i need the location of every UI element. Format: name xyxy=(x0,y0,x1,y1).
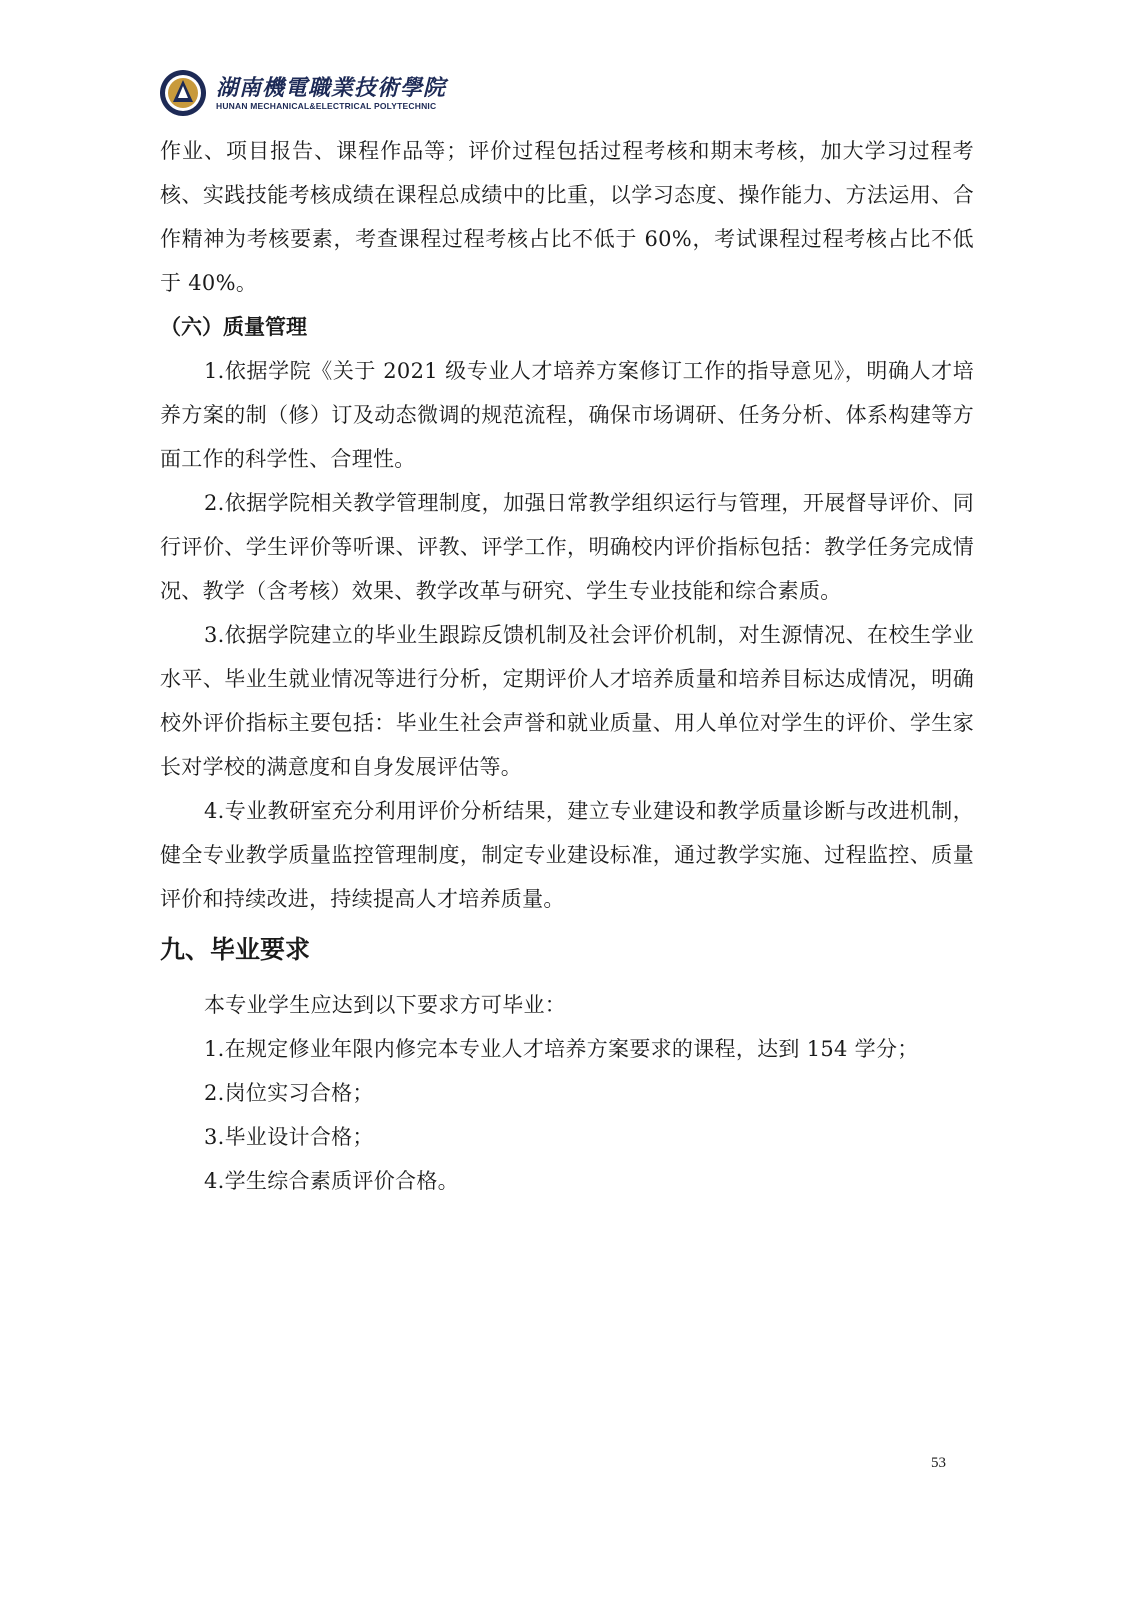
quality-item-3: 3.依据学院建立的毕业生跟踪反馈机制及社会评价机制，对生源情况、在校生学业水平、毕业生就业情况等进行分析，定期评价人才培养质量和培养目标达成情况，明确校外评价指标主要包括：毕业生社会声誉和就业质量、用人单位对学生的评价、学生家长对学校的满意度和自身发展评估等。 xyxy=(160,623,974,779)
graduation-item-2: 2.岗位实习合格； xyxy=(204,1081,374,1105)
quality-item-4: 4.专业教研室充分利用评价分析结果，建立专业建设和教学质量诊断与改进机制，健全专业教学质量监控管理制度，制定专业建设标准，通过教学实施、过程监控、质量评价和持续改进，持续提高人才培养质量。 xyxy=(160,799,974,911)
page-body xyxy=(160,129,974,1203)
page-number: 53 xyxy=(931,1455,946,1471)
quality-management-heading: （六）质量管理 xyxy=(160,315,307,339)
school-name xyxy=(216,75,446,111)
quality-item-2: 2.依据学院相关教学管理制度，加强日常教学组织运行与管理，开展督导评价、同行评价、学生评价等听课、评教、评学工作，明确校内评价指标包括：教学任务完成情况、教学（含考核）效果、教学改革与研究、学生专业技能和综合素质。 xyxy=(160,491,974,603)
quality-item-1: 1.依据学院《关于 2021 级专业人才培养方案修订工作的指导意见》，明确人才培养方案的制（修）订及动态微调的规范流程，确保市场调研、任务分析、体系构建等方面工作的科学性、合理性。 xyxy=(160,359,974,471)
school-name-cn: 湖南機電職業技術學院 xyxy=(216,75,447,101)
school-name-en: HUNAN MECHANICAL&ELECTRICAL POLYTECHNIC xyxy=(216,101,437,111)
graduation-requirements-heading: 九、毕业要求 xyxy=(160,935,311,964)
school-logo-icon xyxy=(158,68,208,118)
graduation-item-4: 4.学生综合素质评价合格。 xyxy=(204,1169,459,1193)
graduation-intro: 本专业学生应达到以下要求方可毕业： xyxy=(204,993,567,1017)
graduation-item-1: 1.在规定修业年限内修完本专业人才培养方案要求的课程，达到 154 学分； xyxy=(204,1037,919,1061)
page-header xyxy=(158,68,446,118)
continuation-paragraph: 作业、项目报告、课程作品等；评价过程包括过程考核和期末考核，加大学习过程考核、实践技能考核成绩在课程总成绩中的比重，以学习态度、操作能力、方法运用、合作精神为考核要素，考查课程过程考核占比不低于 60%，考试课程过程考核占比不低于 40%。 xyxy=(160,139,974,295)
graduation-item-3: 3.毕业设计合格； xyxy=(204,1125,374,1149)
